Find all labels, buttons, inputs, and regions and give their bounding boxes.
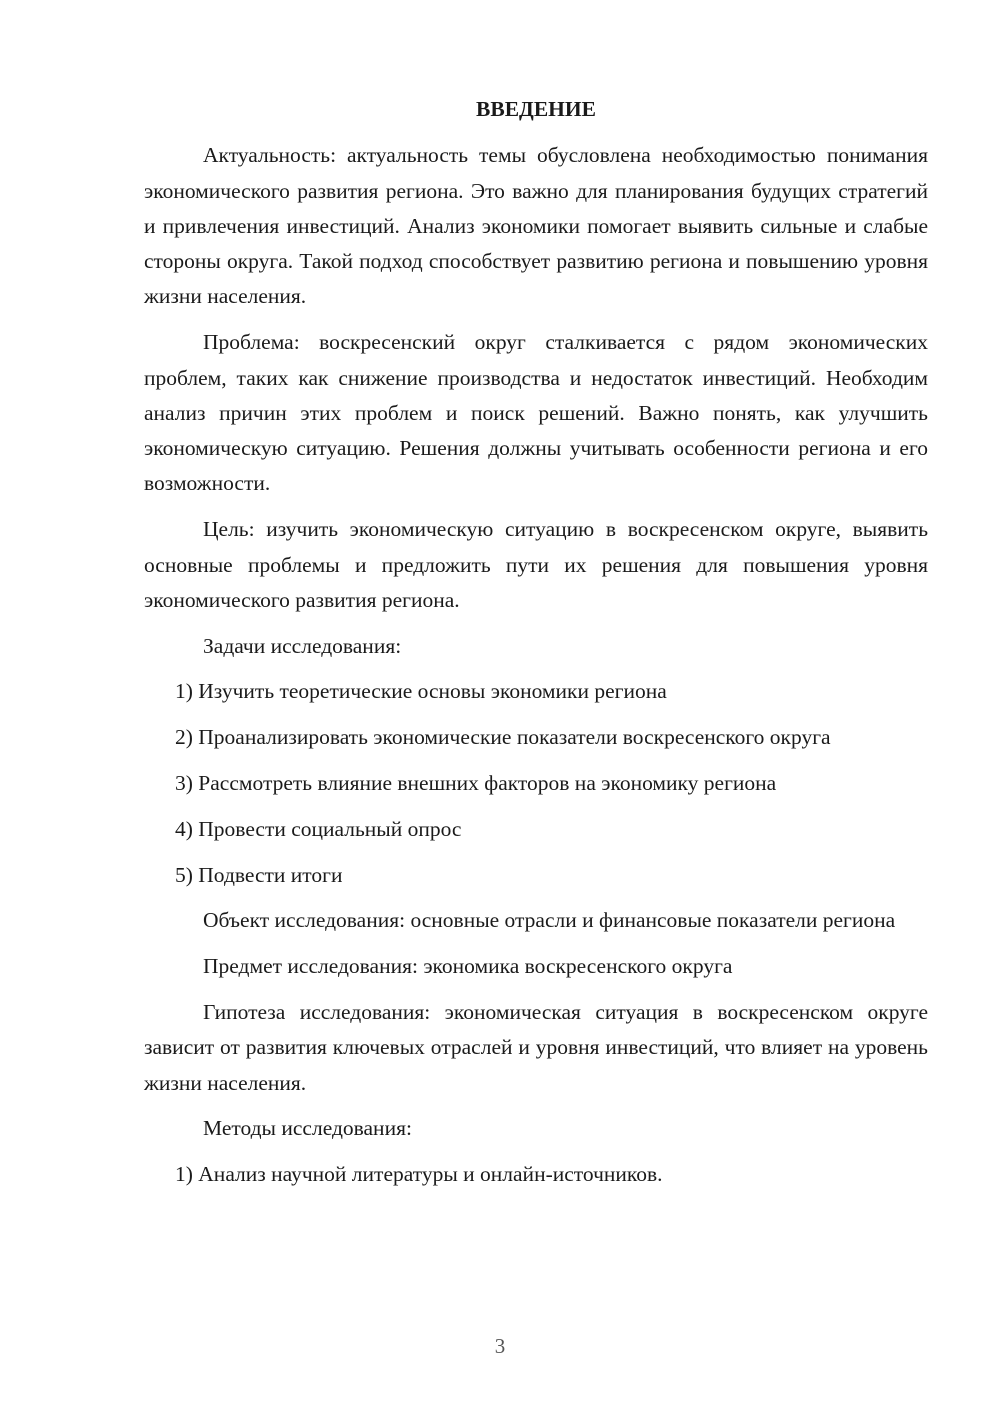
paragraph-goal: Цель: изучить экономическую ситуацию в воскресенском округе, выявить основные проблемы и предложить пути их решения для повышения уровня экономического развития региона.: [144, 517, 928, 612]
paragraph-relevance: Актуальность: актуальность темы обусловлена необходимостью понимания экономического развития региона. Это важно для планирования будущих стратегий и привлечения инвестиций. Анализ экономики помогает выявить сильные и слабые стороны округа. Такой подход способствует развитию региона и повышению уровня жизни населения.: [144, 143, 928, 309]
paragraph-object: Объект исследования: основные отрасли и финансовые показатели региона: [203, 908, 896, 933]
section-title: ВВЕДЕНИЕ: [476, 97, 596, 121]
task-item-5: 5) Подвести итоги: [175, 862, 343, 887]
method-item-1: 1) Анализ научной литературы и онлайн-источников.: [175, 1162, 663, 1187]
task-item-4: 4) Провести социальный опрос: [175, 816, 462, 841]
methods-heading: Методы исследования:: [203, 1116, 412, 1141]
task-item-3: 3) Рассмотреть влияние внешних факторов на экономику региона: [175, 771, 777, 796]
paragraph-problem: Проблема: воскресенский округ сталкивается с рядом экономических проблем, таких как снижение производства и недостаток инвестиций. Необходим анализ причин этих проблем и поиск решений. Важно понять, как улучшить экономическую ситуацию. Решения должны учитывать особенности региона и его возможности.: [144, 330, 928, 496]
document-page: [144, 92, 928, 1203]
task-item-2: 2) Проанализировать экономические показатели воскресенского округа: [175, 725, 831, 750]
tasks-heading: Задачи исследования:: [203, 633, 402, 658]
task-item-1: 1) Изучить теоретические основы экономики региона: [175, 679, 667, 704]
page-number: 3: [494, 1334, 506, 1358]
paragraph-subject: Предмет исследования: экономика воскресенского округа: [203, 954, 733, 979]
paragraph-hypothesis: Гипотеза исследования: экономическая ситуация в воскресенском округе зависит от развития ключевых отраслей и уровня инвестиций, что влияет на уровень жизни населения.: [144, 1000, 928, 1095]
